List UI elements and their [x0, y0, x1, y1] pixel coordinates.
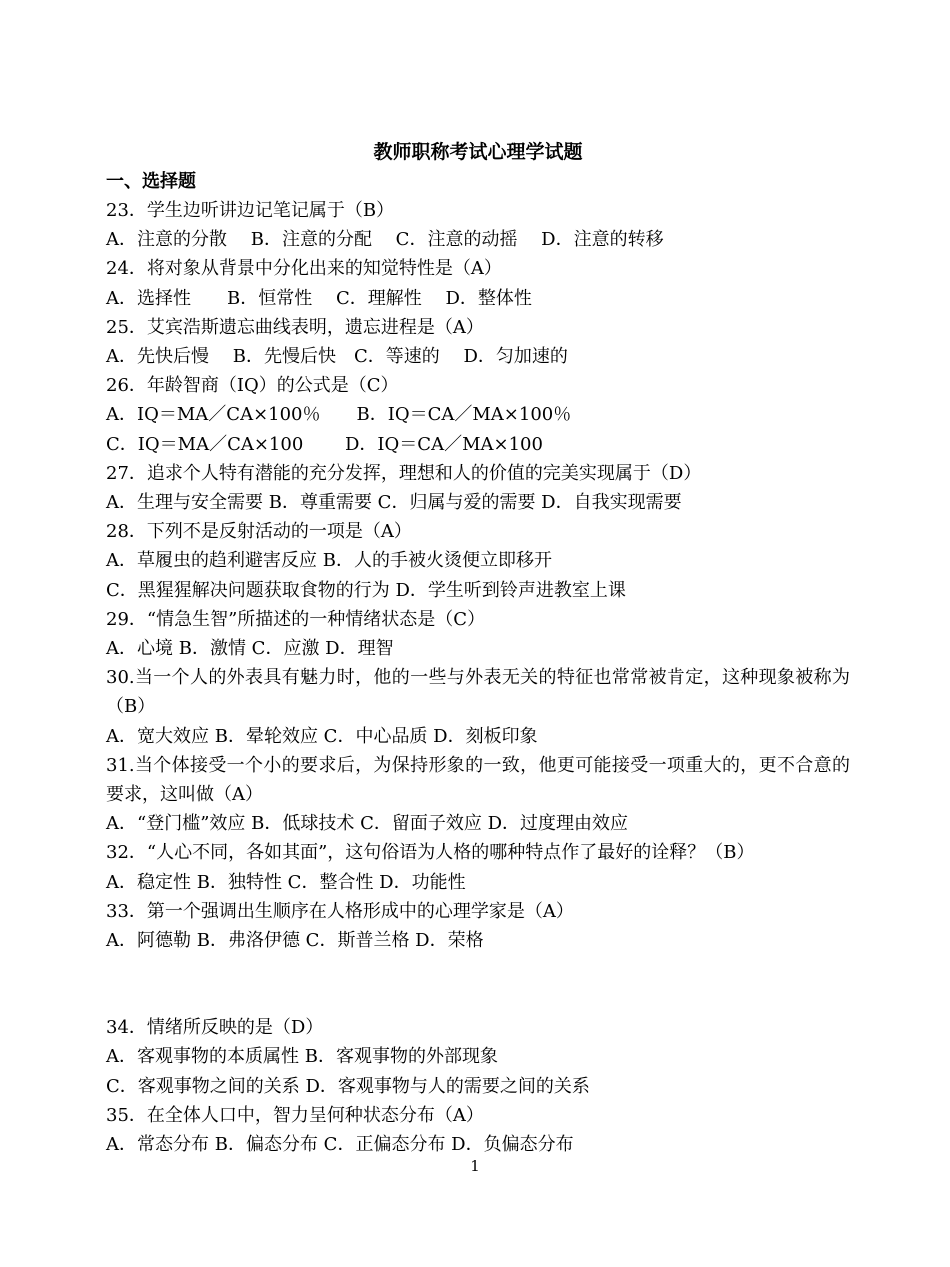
- options-line: A．稳定性 B．独特性 C．整合性 D．功能性: [106, 871, 466, 893]
- question-paragraph: 31.当个体接受一个小的要求后，为保持形象的一致，他更可能接受一项重大的，更不合意的要求，这叫做（A）: [106, 754, 850, 806]
- question-line: 25．艾宾浩斯遗忘曲线表明，遗忘进程是（A）: [106, 316, 484, 338]
- blank-gap: [106, 955, 850, 1013]
- question-line: 24．将对象从背景中分化出来的知觉特性是（A）: [106, 258, 502, 280]
- options-line: A．客观事物的本质属性 B．客观事物的外部现象: [106, 1046, 498, 1068]
- options-line: A．阿德勒 B．弗洛伊德 C．斯普兰格 D．荣格: [106, 930, 484, 952]
- options-line: C．IQ＝MA／CA×100 D．IQ＝CA／MA×100: [106, 433, 543, 455]
- options-line: A．先快后慢 B．先慢后快 C．等速的 D．匀加速的: [106, 346, 568, 368]
- question-line: 29．“情急生智”所描述的一种情绪状态是（C）: [106, 608, 486, 630]
- options-line: A．心境 B．激情 C．应激 D．理智: [106, 638, 394, 660]
- options-line: A．常态分布 B．偏态分布 C．正偏态分布 D．负偏态分布: [106, 1134, 574, 1156]
- question-line: 27．追求个人特有潜能的充分发挥，理想和人的价值的完美实现属于（D）: [106, 462, 702, 484]
- question-line: 26．年龄智商（IQ）的公式是（C）: [106, 375, 399, 397]
- question-line: 32．“人心不同，各如其面”，这句俗语为人格的哪种特点作了最好的诠释？（B）: [106, 842, 755, 864]
- options-line: A．宽大效应 B．晕轮效应 C．中心品质 D．刻板印象: [106, 725, 538, 747]
- options-line: A．生理与安全需要 B．尊重需要 C．归属与爱的需要 D．自我实现需要: [106, 492, 682, 514]
- options-line: C．客观事物之间的关系 D．客观事物与人的需要之间的关系: [106, 1075, 590, 1097]
- question-line: 35．在全体人口中，智力呈何种状态分布（A）: [106, 1104, 484, 1126]
- question-paragraph: 30.当一个人的外表具有魅力时，他的一些与外表无关的特征也常常被肯定，这种现象被称为（B）: [106, 667, 850, 718]
- options-line: A．注意的分散 B．注意的分配 C．注意的动摇 D．注意的转移: [106, 229, 664, 251]
- options-line: A．“登门槛”效应 B．低球技术 C．留面子效应 D．过度理由效应: [106, 813, 628, 835]
- question-line: 34．情绪所反映的是（D）: [106, 1017, 324, 1039]
- options-line: C．黑猩猩解决问题获取食物的行为 D．学生听到铃声进教室上课: [106, 579, 626, 601]
- document-title: 教师职称考试心理学试题: [373, 141, 583, 163]
- page-number: 1: [470, 1157, 480, 1175]
- options-line: A．IQ＝MA／CA×100％ B．IQ＝CA／MA×100％: [106, 404, 572, 426]
- document-body: [106, 138, 850, 1159]
- question-line: 23．学生边听讲边记笔记属于（B）: [106, 200, 395, 221]
- options-line: A．草履虫的趋利避害反应 B．人的手被火烫便立即移开: [106, 550, 552, 572]
- question-line: 28．下列不是反射活动的一项是（A）: [106, 521, 412, 543]
- section-heading: 一、选择题: [106, 171, 196, 192]
- options-line: A．选择性 B．恒常性 C．理解性 D．整体性: [106, 287, 532, 309]
- question-line: 33．第一个强调出生顺序在人格形成中的心理学家是（A）: [106, 900, 574, 922]
